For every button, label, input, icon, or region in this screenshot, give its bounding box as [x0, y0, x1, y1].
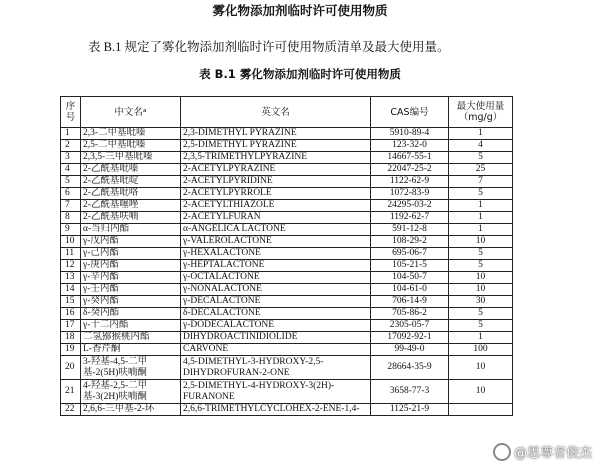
cell-en: 2-ACETYLPYRAZINE — [181, 164, 371, 176]
cell-en: γ-DODECALACTONE — [181, 320, 371, 332]
table-header-row — [61, 97, 513, 128]
cell-max: 10 — [449, 272, 513, 284]
table-row — [61, 200, 513, 212]
table-row — [61, 188, 513, 200]
cell-no: 5 — [61, 176, 81, 188]
cell-en: 2-ACETYLPYRROLE — [181, 188, 371, 200]
cell-en: 2,6,6-TRIMETHYLCYCLOHEX-2-ENE-1,4- — [181, 404, 371, 416]
header-max-usage: 最大使用量（mg/g） — [449, 97, 513, 128]
table-row — [61, 128, 513, 140]
watermark — [493, 442, 592, 461]
cell-max: 1 — [449, 212, 513, 224]
cell-cn: 2,6,6-三甲基-2-环 — [81, 404, 181, 416]
cell-cas: 99-49-0 — [371, 344, 449, 356]
table-row — [61, 380, 513, 404]
header-en-name: 英文名 — [181, 97, 371, 128]
table-caption: 表 B.1 雾化物添加剂临时许可使用物质 — [199, 67, 401, 81]
cell-max: 1 — [449, 200, 513, 212]
cell-cn: γ-壬内酯 — [81, 284, 181, 296]
cell-max: 30 — [449, 296, 513, 308]
cell-en: 2,3,5-TRIMETHYLPYRAZINE — [181, 152, 371, 164]
header-no: 序号 — [61, 97, 81, 128]
table-row — [61, 308, 513, 320]
cell-en: α-ANGELICA LACTONE — [181, 224, 371, 236]
cell-max: 1 — [449, 332, 513, 344]
cell-no: 6 — [61, 188, 81, 200]
cell-cas: 24295-03-2 — [371, 200, 449, 212]
cell-cn: γ-辛内酯 — [81, 272, 181, 284]
cell-no: 16 — [61, 308, 81, 320]
watermark-logo-icon — [493, 443, 511, 461]
cell-en: CARVONE — [181, 344, 371, 356]
cell-max: 10 — [449, 380, 513, 404]
cell-cn: 2-乙酰基呋喃 — [81, 212, 181, 224]
cell-max: 5 — [449, 308, 513, 320]
cell-en: γ-HEPTALACTONE — [181, 260, 371, 272]
cell-cn: δ-癸内酯 — [81, 308, 181, 320]
cell-no: 17 — [61, 320, 81, 332]
header-cas: CAS编号 — [371, 97, 449, 128]
table-row — [61, 356, 513, 380]
cell-en: 2-ACETYLFURAN — [181, 212, 371, 224]
cell-cn: 4-羟基-2,5-二甲基-3(2H)呋喃酮 — [81, 380, 181, 404]
cell-cas: 28664-35-9 — [371, 356, 449, 380]
cell-cn: 3-羟基-4,5-二甲基-2(5H)呋喃酮 — [81, 356, 181, 380]
cell-cn: γ-戊内酯 — [81, 236, 181, 248]
cell-no: 1 — [61, 128, 81, 140]
cell-no: 11 — [61, 248, 81, 260]
cell-cas: 705-86-2 — [371, 308, 449, 320]
table-row — [61, 248, 513, 260]
cell-cas: 123-32-0 — [371, 140, 449, 152]
cell-no: 20 — [61, 356, 81, 380]
cell-cas: 105-21-5 — [371, 260, 449, 272]
table-row — [61, 272, 513, 284]
cell-cn: 2-乙酰基吡啶 — [81, 176, 181, 188]
cell-max: 1 — [449, 128, 513, 140]
cell-cas: 104-61-0 — [371, 284, 449, 296]
cell-cn: γ-十二内酯 — [81, 320, 181, 332]
cell-no: 13 — [61, 272, 81, 284]
substance-table — [60, 96, 513, 416]
cell-en: 2-ACETYLPYRIDINE — [181, 176, 371, 188]
cell-max: 1 — [449, 224, 513, 236]
cell-no: 14 — [61, 284, 81, 296]
cell-cas: 1122-62-9 — [371, 176, 449, 188]
cell-en: DIHYDROACTINIDIOLIDE — [181, 332, 371, 344]
cell-cn: L-香芹酮 — [81, 344, 181, 356]
cell-no: 10 — [61, 236, 81, 248]
cell-no: 22 — [61, 404, 81, 416]
cell-max: 10 — [449, 236, 513, 248]
cell-cn: 2,5-二甲基吡嗪 — [81, 140, 181, 152]
cell-cn: γ-己内酯 — [81, 248, 181, 260]
cell-no: 4 — [61, 164, 81, 176]
cell-en: 4,5-DIMETHYL-3-HYDROXY-2,5-DIHYDROFURAN-2-ONE — [181, 356, 371, 380]
cell-max: 4 — [449, 140, 513, 152]
cell-en: 2-ACETYLTHIAZOLE — [181, 200, 371, 212]
cell-cn: 2-乙酰基噻唑 — [81, 200, 181, 212]
cell-cas: 22047-25-2 — [371, 164, 449, 176]
cell-cas: 695-06-7 — [371, 248, 449, 260]
cell-cas: 3658-77-3 — [371, 380, 449, 404]
cell-en: δ-DECALACTONE — [181, 308, 371, 320]
table-row — [61, 224, 513, 236]
cell-cn: 2,3-二甲基吡嗪 — [81, 128, 181, 140]
cell-no: 18 — [61, 332, 81, 344]
cell-cas: 104-50-7 — [371, 272, 449, 284]
cell-cas: 1125-21-9 — [371, 404, 449, 416]
cell-en: 2,5-DIMETHYL-4-HYDROXY-3(2H)-FURANONE — [181, 380, 371, 404]
header-cn-name: 中文名ᵃ — [81, 97, 181, 128]
cell-cn: 2-乙酰基吡嗪 — [81, 164, 181, 176]
table-row — [61, 212, 513, 224]
cell-no: 21 — [61, 380, 81, 404]
cell-en: γ-OCTALACTONE — [181, 272, 371, 284]
cell-no: 3 — [61, 152, 81, 164]
cell-no: 9 — [61, 224, 81, 236]
table-row — [61, 176, 513, 188]
cell-max: 7 — [449, 176, 513, 188]
cell-no: 15 — [61, 296, 81, 308]
cell-max: 10 — [449, 284, 513, 296]
cell-cn: 二氢猕猴桃内酯 — [81, 332, 181, 344]
table-row — [61, 236, 513, 248]
table-row — [61, 140, 513, 152]
cell-cn: γ-庚内酯 — [81, 260, 181, 272]
cell-max: 5 — [449, 248, 513, 260]
table-row — [61, 320, 513, 332]
cell-cn: γ-癸内酯 — [81, 296, 181, 308]
table-row — [61, 152, 513, 164]
cell-max — [449, 404, 513, 416]
cell-no: 2 — [61, 140, 81, 152]
cell-en: 2,3-DIMETHYL PYRAZINE — [181, 128, 371, 140]
table-row — [61, 344, 513, 356]
table-row — [61, 284, 513, 296]
cell-no: 8 — [61, 212, 81, 224]
table-row — [61, 164, 513, 176]
cell-en: γ-DECALACTONE — [181, 296, 371, 308]
cell-en: 2,5-DIMETHYL PYRAZINE — [181, 140, 371, 152]
cell-cas: 5910-89-4 — [371, 128, 449, 140]
cell-max: 25 — [449, 164, 513, 176]
cell-cas: 1192-62-7 — [371, 212, 449, 224]
cell-max: 5 — [449, 152, 513, 164]
cell-max: 5 — [449, 188, 513, 200]
cell-no: 7 — [61, 200, 81, 212]
cell-cn: 2,3,5-三甲基吡嗪 — [81, 152, 181, 164]
table-row — [61, 260, 513, 272]
cell-max: 5 — [449, 260, 513, 272]
intro-paragraph: 表 B.1 规定了雾化物添加剂临时许可使用物质清单及最大使用量。 — [88, 40, 450, 54]
cell-en: γ-VALEROLACTONE — [181, 236, 371, 248]
cell-cas: 1072-83-9 — [371, 188, 449, 200]
cell-cas: 2305-05-7 — [371, 320, 449, 332]
table-row — [61, 332, 513, 344]
cell-no: 12 — [61, 260, 81, 272]
cell-cas: 706-14-9 — [371, 296, 449, 308]
table-row — [61, 404, 513, 416]
cell-cas: 17092-92-1 — [371, 332, 449, 344]
table-row — [61, 296, 513, 308]
cell-cas: 14667-55-1 — [371, 152, 449, 164]
cell-max: 100 — [449, 344, 513, 356]
cell-max: 10 — [449, 356, 513, 380]
cell-en: γ-HEXALACTONE — [181, 248, 371, 260]
page-title: 雾化物添加剂临时许可使用物质 — [212, 3, 388, 18]
cell-no: 19 — [61, 344, 81, 356]
watermark-text: @思尊者俊杰 — [513, 446, 592, 461]
cell-max: 5 — [449, 320, 513, 332]
cell-cas: 108-29-2 — [371, 236, 449, 248]
cell-cn: 2-乙酰基吡咯 — [81, 188, 181, 200]
cell-cn: α-当归内酯 — [81, 224, 181, 236]
cell-cas: 591-12-8 — [371, 224, 449, 236]
cell-en: γ-NONALACTONE — [181, 284, 371, 296]
